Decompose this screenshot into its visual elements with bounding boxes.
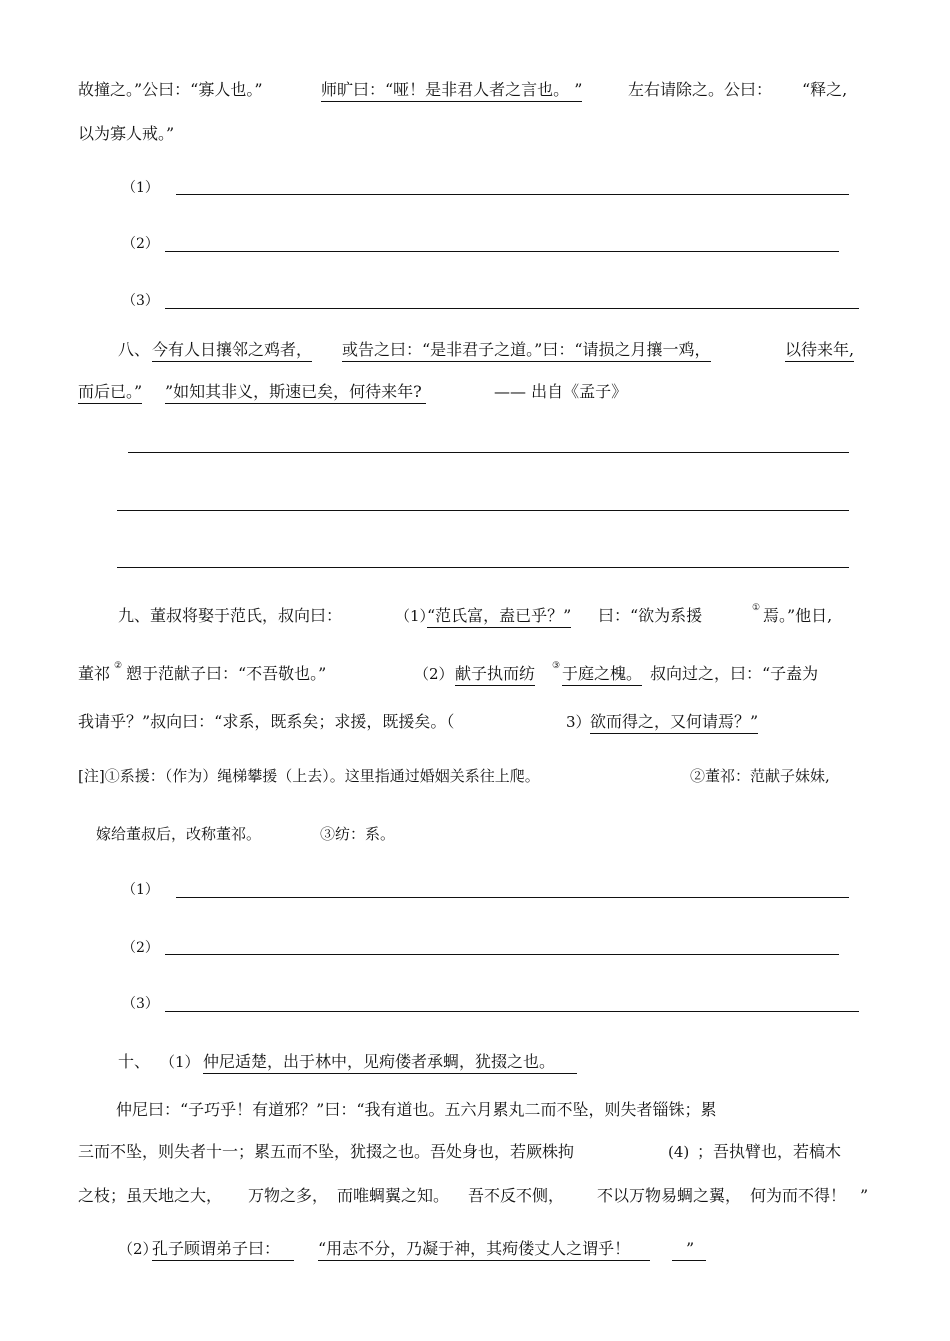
q7-text-1b: 左右请除之。公曰： bbox=[628, 80, 773, 99]
q8-underlined-5: ”如知其非义，斯速已矣，何待来年? bbox=[165, 382, 426, 404]
q9-answer-line-3[interactable] bbox=[165, 1011, 859, 1012]
q9-text-1c: 焉。”他日, bbox=[763, 606, 833, 625]
q8-source: —— 出自《孟子》 bbox=[494, 382, 628, 401]
q10-number: 十、 bbox=[118, 1052, 151, 1071]
q9-note-2: ②董祁：范献子妹妹, bbox=[690, 767, 830, 785]
q10-para-2a: 三而不坠，则失者十一；累五而不坠，犹掇之也。吾处身也，若厥株拘 bbox=[78, 1142, 575, 1161]
q8-underlined-4: 而后已。” bbox=[78, 382, 142, 404]
q8-underlined-3: 以待来年, bbox=[785, 340, 854, 362]
q9-footnote-mark-1: ① bbox=[752, 603, 761, 613]
q10-marker-4: (4) bbox=[668, 1143, 690, 1161]
q8-answer-line-2[interactable] bbox=[117, 510, 849, 511]
q8-answer-line-3[interactable] bbox=[117, 567, 849, 568]
q10-underlined-2c: ” bbox=[672, 1239, 706, 1261]
q7-answer-line-1[interactable] bbox=[176, 194, 849, 195]
q8-answer-line-1[interactable] bbox=[128, 452, 849, 453]
q8-underlined-1: 今有人日攘邻之鸡者， bbox=[152, 340, 312, 362]
q7-underlined-sentence: 师旷曰：“哑！是非君人者之言也。 ” bbox=[321, 80, 582, 102]
q8-number: 八、 bbox=[118, 340, 151, 359]
q9-answer-line-2[interactable] bbox=[165, 954, 839, 955]
q9-underlined-2b: 于庭之槐。 bbox=[562, 664, 642, 686]
q10-para-3a: 之枝；虽天地之大， bbox=[78, 1186, 223, 1205]
q7-text-1c: “释之, bbox=[802, 80, 848, 99]
q7-answer-label-3: （3） bbox=[122, 293, 159, 309]
q7-text-1a: 故撞之。”公曰：“寡人也。” bbox=[78, 80, 263, 99]
q7-answer-label-1: （1） bbox=[122, 180, 159, 196]
q9-answer-label-1: （1） bbox=[122, 882, 159, 898]
q9-text-1b: 曰：“欲为系援 bbox=[598, 606, 703, 625]
q9-text-1a: 九、董叔将娶于范氏，叔向曰： bbox=[118, 606, 343, 625]
q7-answer-line-3[interactable] bbox=[165, 308, 859, 309]
q10-para-3d: 吾不反不侧， bbox=[468, 1186, 565, 1205]
q9-text-2c: 叔向过之，曰：“子盍为 bbox=[650, 664, 819, 683]
q9-underlined-3: 欲而得之，又何请焉？” bbox=[590, 712, 758, 734]
q10-para-2b: ；吾执臂也，若槁木 bbox=[697, 1142, 842, 1161]
q8-underlined-2: 或告之曰：“是非君子之道。”曰：“请损之月攘一鸡， bbox=[342, 340, 711, 362]
q9-answer-label-2: （2） bbox=[122, 940, 159, 956]
q9-answer-label-3: （3） bbox=[122, 996, 159, 1012]
q9-text-2a: 董祁 bbox=[78, 664, 111, 683]
q10-para-3e: 不以万物易蜩之翼， bbox=[597, 1186, 742, 1205]
q9-marker-3: 3） bbox=[566, 713, 591, 731]
q10-marker-2: （2） bbox=[118, 1240, 158, 1258]
q10-marker-1: （1） bbox=[160, 1053, 200, 1071]
q9-footnote-mark-2: ② bbox=[114, 661, 123, 671]
q10-para-3f: 何为而不得！ bbox=[750, 1186, 847, 1205]
q9-note-3: ③纺：系。 bbox=[320, 825, 396, 843]
q7-answer-line-2[interactable] bbox=[165, 251, 839, 252]
q10-para-3c: 而唯蜩翼之知。 bbox=[337, 1186, 450, 1205]
q10-para-3g: ” bbox=[860, 1186, 869, 1205]
q9-text-3a: 我请乎？”叔向曰：“求系，既系矣；求援，既援矣。（ bbox=[78, 712, 455, 731]
q7-text-2: 以为寡人戒。” bbox=[78, 124, 175, 143]
q10-underlined-2b: “用志不分，乃凝于神，其痀偻丈人之谓乎！ bbox=[318, 1239, 650, 1261]
q9-underlined-2a: 献子执而纺 bbox=[455, 664, 535, 686]
q9-marker-2: （2） bbox=[414, 665, 454, 683]
q10-underlined-2a: 孔子顾谓弟子曰： bbox=[152, 1239, 294, 1261]
q10-para-1: 仲尼曰：“子巧乎！有道邪？”曰：“我有道也。五六月累丸二而不坠，则失者锱铢；累 bbox=[116, 1100, 717, 1119]
q9-answer-line-1[interactable] bbox=[176, 897, 849, 898]
q9-footnote-mark-3: ③ bbox=[552, 661, 561, 671]
q9-marker-1: （1） bbox=[395, 607, 435, 625]
q9-note-1: [注]①系援：（作为）绳梯攀援（上去）。这里指通过婚姻关系往上爬。 bbox=[78, 767, 540, 785]
q10-underlined-1: 仲尼适楚，出于林中，见痀偻者承蜩，犹掇之也。 bbox=[203, 1052, 577, 1074]
q9-text-2b: 愬于范献子曰：“不吾敬也。” bbox=[126, 664, 327, 683]
q9-note-2-cont: 嫁给董叔后，改称董祁。 bbox=[96, 825, 262, 843]
q10-para-3b: 万物之多， bbox=[248, 1186, 329, 1205]
q7-answer-label-2: （2） bbox=[122, 236, 159, 252]
q9-underlined-1: “范氏富，盍已乎？” bbox=[427, 606, 571, 628]
